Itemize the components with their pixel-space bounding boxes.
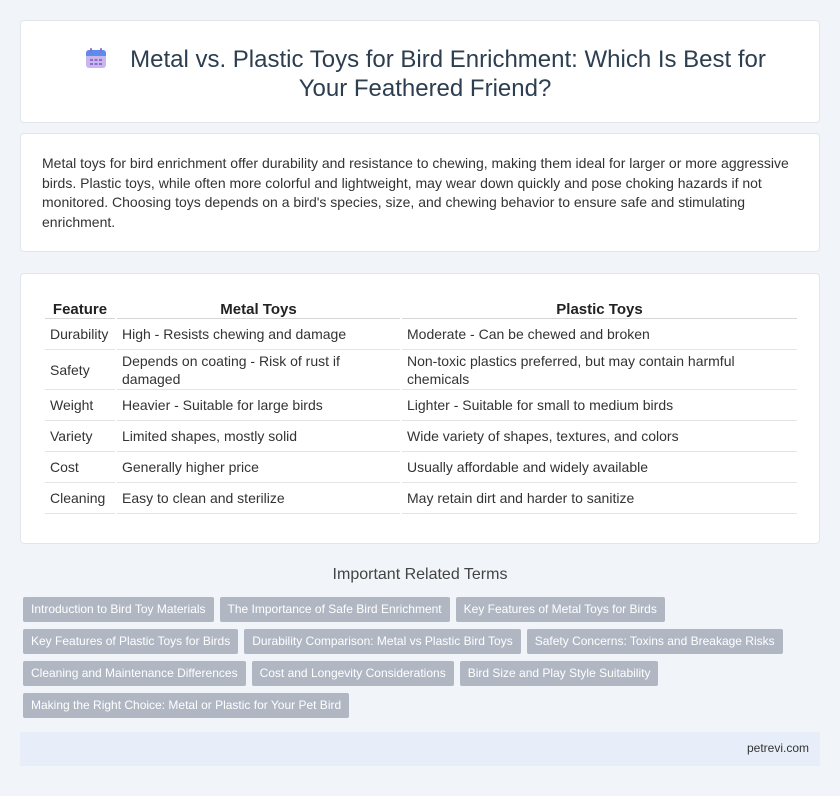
related-term-tag[interactable]: Cleaning and Maintenance Differences [23,661,246,686]
table-row [45,319,797,350]
intro-paragraph: Metal toys for bird enrichment offer durability and resistance to chewing, making them ideal for larger or more aggressive birds. Plastic toys, while often more colorful and lightweight, may wear down quickly and pose choking hazards if not monitored. Choosing toys depends on a bird's species, size, and chewing behavior to ensure safe and stimulating enrichment. [42,155,789,230]
table-cell: Lighter - Suitable for small to medium birds [402,390,797,421]
related-term-tag[interactable]: Bird Size and Play Style Suitability [460,661,659,686]
table-cell: Usually affordable and widely available [402,452,797,483]
table-cell: Weight [45,390,115,421]
table-cell: Non-toxic plastics preferred, but may contain harmful chemicals [402,350,797,390]
page-title [61,45,789,103]
related-term-tag[interactable]: Safety Concerns: Toxins and Breakage Risks [527,629,783,654]
table-row [45,483,797,514]
header-plastic-toys: Plastic Toys [402,296,797,319]
table-row [45,421,797,452]
related-term-tag[interactable]: The Importance of Safe Bird Enrichment [220,597,450,622]
table-cell: Easy to clean and sterilize [117,483,400,514]
table-cell: Moderate - Can be chewed and broken [402,319,797,350]
table-cell: Heavier - Suitable for large birds [117,390,400,421]
table-cell: Limited shapes, mostly solid [117,421,400,452]
related-terms-heading: Important Related Terms [332,566,508,583]
table-header-row [45,296,797,319]
table-cell: Cleaning [45,483,115,514]
table-cell: Generally higher price [117,452,400,483]
table-row [45,350,797,390]
title-card [20,20,820,123]
related-terms-tags [23,597,813,725]
related-term-tag[interactable]: Introduction to Bird Toy Materials [23,597,214,622]
footer-site-link[interactable]: petrevi.com [746,741,809,755]
table-cell: Wide variety of shapes, textures, and colors [402,421,797,452]
related-term-tag[interactable]: Key Features of Metal Toys for Birds [456,597,665,622]
table-cell: High - Resists chewing and damage [117,319,400,350]
table-cell: Variety [45,421,115,452]
table-cell: Cost [45,452,115,483]
related-term-tag[interactable]: Making the Right Choice: Metal or Plastic for Your Pet Bird [23,693,349,718]
header-metal-toys: Metal Toys [117,296,400,319]
table-cell: May retain dirt and harder to sanitize [402,483,797,514]
footer [20,732,820,766]
table-row [45,390,797,421]
intro-card [20,133,820,252]
comparison-table-card [20,273,820,544]
page-title-text: Metal vs. Plastic Toys for Bird Enrichment: Which Is Best for Your Feathered Friend? [130,46,766,102]
related-term-tag[interactable]: Durability Comparison: Metal vs Plastic Bird Toys [244,629,521,654]
table-cell: Depends on coating - Risk of rust if damaged [117,350,400,390]
related-term-tag[interactable]: Cost and Longevity Considerations [252,661,454,686]
comparison-table [43,296,799,514]
calendar-icon [84,46,108,70]
header-feature: Feature [45,296,115,319]
table-cell: Safety [45,350,115,390]
related-term-tag[interactable]: Key Features of Plastic Toys for Birds [23,629,238,654]
table-row [45,452,797,483]
table-cell: Durability [45,319,115,350]
